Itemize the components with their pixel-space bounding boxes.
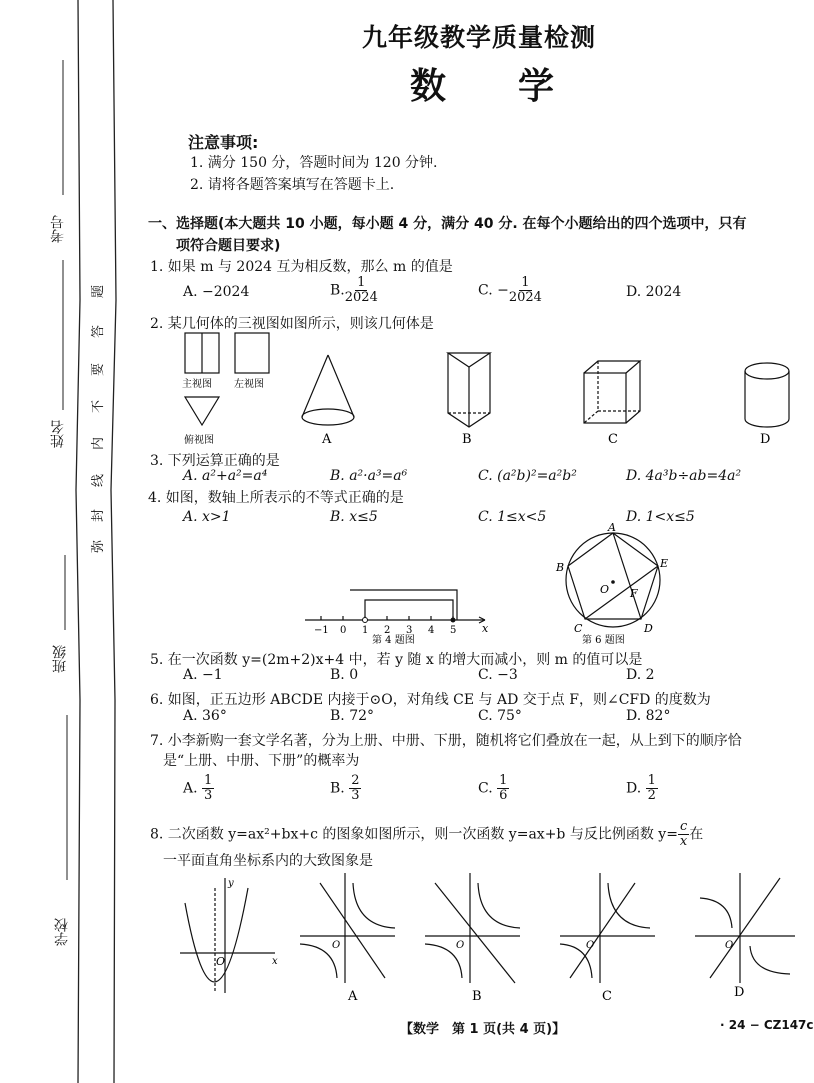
section-title: 一、选择题(本大题共 10 小题，每小题 4 分，满分 40 分. 在每个小题给出的四个选项中，只有 xyxy=(148,216,747,232)
seal-char: 答 xyxy=(91,324,107,339)
q3-option-c: C. (a²b)²=a²b² xyxy=(478,468,577,484)
question-2-stem: 2. 某几何体的三视图如图所示，则该几何体是 xyxy=(150,316,434,332)
q6-option-b: B. 72° xyxy=(330,708,375,724)
q7-option-d: D. $\frac{1}{2}$ xyxy=(626,773,656,803)
question-8-stem-cont: 一平面直角坐标系内的大致图象是 xyxy=(163,853,373,869)
seal-char: 不 xyxy=(91,399,107,414)
tick-label: 0 xyxy=(340,625,347,636)
section-title-cont: 项符合题目要求) xyxy=(176,238,281,254)
q8-graphs-figure xyxy=(170,868,800,1008)
figure-label: C xyxy=(574,622,583,635)
q1-option-a: A. −2024 xyxy=(183,284,250,300)
option-c-label: C xyxy=(602,989,612,1004)
figure-caption: 第 4 题图 xyxy=(372,635,415,646)
q7-option-a: A. $\frac{1}{3}$ xyxy=(183,773,213,803)
q5-option-b: B. 0 xyxy=(330,667,359,683)
seal-char: 内 xyxy=(91,436,107,451)
q7-option-b: B. $\frac{2}{3}$ xyxy=(330,773,360,803)
question-7-stem-cont: 是“上册、中册、下册”的概率为 xyxy=(163,753,360,769)
class-label: 班级 xyxy=(52,645,68,673)
q3-option-b: B. a²·a³=a⁶ xyxy=(330,468,408,484)
q6-option-c: C. 75° xyxy=(478,708,522,724)
cuboid-figure xyxy=(584,361,640,423)
figure-label: O xyxy=(725,940,734,951)
front-view-label: 主视图 xyxy=(182,379,212,390)
closed-circle-marker xyxy=(451,618,456,623)
tick-label: −1 xyxy=(314,625,329,636)
question-6-stem: 6. 如图，正五边形 ABCDE 内接于⊙O，对角线 CE 与 AD 交于点 F，则∠CFD 的度数为 xyxy=(150,692,711,708)
parabola-graph xyxy=(180,878,275,993)
seal-char: 要 xyxy=(91,362,107,377)
figure-caption: 第 6 题图 xyxy=(582,635,625,646)
option-c-graph xyxy=(560,873,655,983)
figure-label: A xyxy=(608,521,616,534)
side-view-label: 左视图 xyxy=(234,379,264,390)
question-1-stem: 1. 如果 m 与 2024 互为相反数，那么 m 的值是 xyxy=(150,259,453,275)
q4-option-d: D. 1<x≤5 xyxy=(626,509,695,525)
option-a-label: A xyxy=(322,432,332,447)
cone-figure xyxy=(302,355,354,425)
tick-label: 5 xyxy=(450,625,457,636)
figure-label: F xyxy=(630,587,638,600)
figure-label: O xyxy=(600,583,610,596)
figure-label: D xyxy=(644,622,653,635)
q1-option-d: D. 2024 xyxy=(626,284,682,300)
option-a-graph xyxy=(300,873,395,983)
q3-option-d: D. 4a³b÷ab=4a² xyxy=(626,468,742,484)
option-b-label: B xyxy=(472,989,482,1004)
tick-label: 3 xyxy=(406,625,413,636)
question-7-stem: 7. 小李新购一套文学名著，分为上册、中册、下册，随机将它们叠放在一起，从上到下的顺序恰 xyxy=(150,733,742,749)
exam-code: · 24 − CZ147c xyxy=(720,1018,814,1032)
figure-label: O xyxy=(456,940,465,951)
seal-char: 弥 xyxy=(91,539,107,554)
figure-label: B xyxy=(556,561,565,574)
q4-option-b: B. x≤5 xyxy=(330,509,378,525)
cylinder-figure xyxy=(745,363,789,427)
seal-char: 题 xyxy=(91,284,107,299)
q2-three-views-figure xyxy=(150,325,800,450)
tick-label: 4 xyxy=(428,625,435,636)
question-5-stem: 5. 在一次函数 y=(2m+2)x+4 中，若 y 随 x 的增大而减小，则 m 的值可以是 xyxy=(150,652,643,668)
question-3-stem: 3. 下列运算正确的是 xyxy=(150,453,280,469)
exam-number-label: 考号 xyxy=(50,215,66,243)
top-view-label: 俯视图 xyxy=(184,435,214,446)
q4-number-line-figure xyxy=(300,585,500,645)
prism-figure xyxy=(448,353,490,427)
option-b-graph xyxy=(425,873,520,983)
q7-option-c: C. $\frac{1}{6}$ xyxy=(478,773,508,803)
school-label: 学校 xyxy=(54,918,70,946)
page-footer: 【数学 第 1 页(共 4 页)】 xyxy=(400,1022,566,1037)
seal-char: 线 xyxy=(91,473,107,488)
seal-char: 封 xyxy=(91,508,107,523)
q6-option-d: D. 82° xyxy=(626,708,671,724)
q6-option-a: A. 36° xyxy=(183,708,227,724)
q3-option-a: A. a²+a²=a⁴ xyxy=(183,468,268,484)
q5-option-c: C. −3 xyxy=(478,667,518,683)
q1-option-c: C. − $\frac{1}{2024}$ xyxy=(478,275,542,305)
axis-variable: x xyxy=(482,622,489,635)
option-d-label: D xyxy=(760,432,771,447)
exam-title: 九年级教学质量检测 xyxy=(362,23,597,52)
note-item: 2. 请将各题答案填写在答题卡上. xyxy=(190,177,395,193)
open-circle-marker xyxy=(363,618,368,623)
question-8-stem: 8. 二次函数 y=ax²+bx+c 的图象如图所示，则一次函数 y=ax+b 与反比例函数 y= $\frac{c}{x}$ 在 xyxy=(150,819,704,849)
q5-option-d: D. 2 xyxy=(626,667,655,683)
option-c-label: C xyxy=(608,432,618,447)
option-a-label: A xyxy=(348,989,358,1004)
figure-label: E xyxy=(660,557,669,570)
subject-title: 数 学 xyxy=(410,66,573,107)
q4-option-c: C. 1≤x<5 xyxy=(478,509,547,525)
note-item: 1. 满分 150 分，答题时间为 120 分钟. xyxy=(190,155,438,171)
question-4-stem: 4. 如图，数轴上所表示的不等式正确的是 xyxy=(148,490,404,506)
q4-option-a: A. x>1 xyxy=(183,509,231,525)
tick-label: 2 xyxy=(384,625,391,636)
option-d-graph xyxy=(695,873,795,983)
tick-label: 1 xyxy=(362,625,369,636)
option-b-label: B xyxy=(462,432,472,447)
figure-label: y xyxy=(228,878,234,889)
figure-label: O xyxy=(586,940,595,951)
option-d-label: D xyxy=(734,985,745,1000)
figure-label: O xyxy=(332,940,341,951)
name-label: 姓名 xyxy=(50,420,66,448)
q5-option-a: A. −1 xyxy=(183,667,223,683)
q1-option-b: B. $\frac{1}{2024}$ xyxy=(330,275,378,305)
figure-label: O xyxy=(216,955,226,968)
q6-pentagon-figure xyxy=(550,521,680,646)
notes-heading: 注意事项: xyxy=(188,133,259,152)
figure-label: x xyxy=(272,956,278,967)
